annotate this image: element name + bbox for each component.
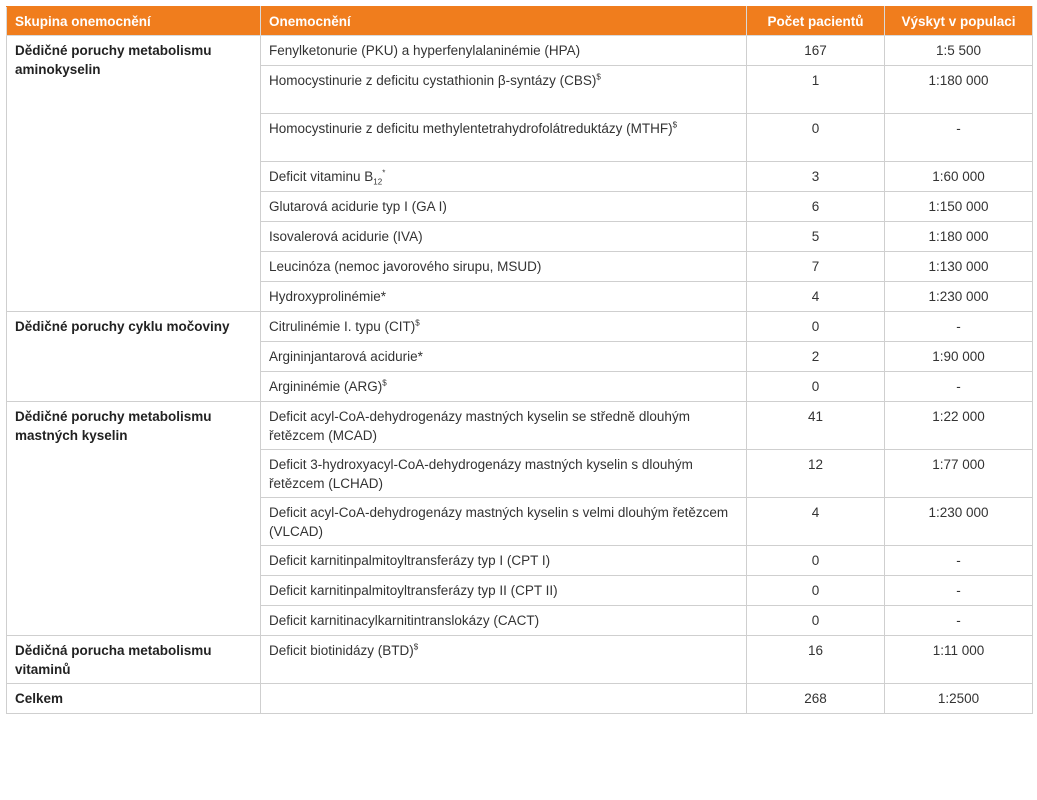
disease-cell (261, 66, 747, 114)
header-count: Počet pacientů (747, 7, 885, 36)
incidence-cell: - (885, 114, 1033, 162)
total-empty-cell (261, 684, 747, 714)
disease-cell (261, 372, 747, 402)
incidence-cell: 1:150 000 (885, 192, 1033, 222)
incidence-cell: 1:230 000 (885, 282, 1033, 312)
disease-cell (261, 312, 747, 342)
disease-cell (261, 36, 747, 66)
disease-cell (261, 282, 747, 312)
disease-table (6, 6, 1033, 714)
count-cell: 4 (747, 498, 885, 546)
disease-name: Hydroxyprolinémie* (269, 289, 387, 304)
count-cell: 0 (747, 372, 885, 402)
disease-cell (261, 576, 747, 606)
count-cell: 4 (747, 282, 885, 312)
count-cell: 0 (747, 312, 885, 342)
disease-cell (261, 192, 747, 222)
incidence-cell: - (885, 606, 1033, 636)
header-group: Skupina onemocnění (7, 7, 261, 36)
disease-footnote-mark: * (382, 168, 386, 178)
count-cell: 3 (747, 162, 885, 192)
count-cell: 5 (747, 222, 885, 252)
disease-name: Deficit biotinidázy (BTD) (269, 643, 414, 658)
disease-cell (261, 606, 747, 636)
disease-name: Argininjantarová acidurie* (269, 349, 423, 364)
count-cell: 6 (747, 192, 885, 222)
count-cell: 16 (747, 636, 885, 684)
incidence-cell: 1:180 000 (885, 66, 1033, 114)
count-cell: 2 (747, 342, 885, 372)
disease-name: Deficit vitaminu B (269, 169, 374, 184)
table-body (7, 36, 1033, 714)
disease-cell (261, 252, 747, 282)
disease-name: Leucinóza (nemoc javorového sirupu, MSUD) (269, 259, 542, 274)
group-cell: Dědičné poruchy metabolismu aminokyselin (7, 36, 261, 312)
disease-footnote-mark: $ (596, 72, 601, 82)
incidence-cell: - (885, 312, 1033, 342)
disease-name: Homocystinurie z deficitu methylentetrahydrofolátreduktázy (MTHF) (269, 121, 673, 136)
disease-cell (261, 162, 747, 192)
disease-cell (261, 450, 747, 498)
count-cell: 167 (747, 36, 885, 66)
incidence-cell: 1:22 000 (885, 402, 1033, 450)
disease-name: Fenylketonurie (PKU) a hyperfenylalaninémie (HPA) (269, 43, 581, 58)
disease-name: Deficit acyl-CoA-dehydrogenázy mastných kyselin se středně dlouhým řetězcem (MCAD) (269, 409, 690, 443)
disease-name: Deficit karnitinacylkarnitintranslokázy (CACT) (269, 613, 540, 628)
incidence-cell: - (885, 546, 1033, 576)
header-incidence: Výskyt v populaci (885, 7, 1033, 36)
count-cell: 0 (747, 576, 885, 606)
total-row (7, 684, 1033, 714)
incidence-cell: - (885, 372, 1033, 402)
disease-footnote-mark: $ (415, 318, 420, 328)
incidence-cell: 1:180 000 (885, 222, 1033, 252)
disease-name: Citrulinémie I. typu (CIT) (269, 319, 416, 334)
disease-footnote-mark: $ (382, 378, 387, 388)
incidence-cell: 1:90 000 (885, 342, 1033, 372)
disease-cell (261, 546, 747, 576)
disease-name: Homocystinurie z deficitu cystathionin β-syntázy (CBS) (269, 73, 597, 88)
disease-name: Argininémie (ARG) (269, 379, 383, 394)
total-label: Celkem (7, 684, 261, 714)
group-cell: Dědičné poruchy metabolismu mastných kyselin (7, 402, 261, 636)
disease-cell (261, 342, 747, 372)
count-cell: 41 (747, 402, 885, 450)
table-row (7, 402, 1033, 450)
header-disease: Onemocnění (261, 7, 747, 36)
disease-name: Deficit karnitinpalmitoyltransferázy typ II (CPT II) (269, 583, 558, 598)
count-cell: 0 (747, 114, 885, 162)
incidence-cell: - (885, 576, 1033, 606)
group-cell: Dědičná porucha metabolismu vitaminů (7, 636, 261, 684)
group-cell: Dědičné poruchy cyklu močoviny (7, 312, 261, 402)
disease-cell (261, 114, 747, 162)
disease-name: Isovalerová acidurie (IVA) (269, 229, 423, 244)
incidence-cell: 1:5 500 (885, 36, 1033, 66)
incidence-cell: 1:230 000 (885, 498, 1033, 546)
incidence-cell: 1:130 000 (885, 252, 1033, 282)
disease-cell (261, 222, 747, 252)
total-incidence: 1:2500 (885, 684, 1033, 714)
incidence-cell: 1:77 000 (885, 450, 1033, 498)
disease-footnote-mark: $ (413, 642, 419, 652)
disease-cell (261, 636, 747, 684)
count-cell: 12 (747, 450, 885, 498)
count-cell: 0 (747, 546, 885, 576)
disease-subscript: 12 (373, 177, 383, 187)
count-cell: 1 (747, 66, 885, 114)
header-row (7, 7, 1033, 36)
table-row (7, 36, 1033, 66)
disease-name: Glutarová acidurie typ I (GA I) (269, 199, 447, 214)
disease-cell (261, 498, 747, 546)
count-cell: 0 (747, 606, 885, 636)
disease-name: Deficit karnitinpalmitoyltransferázy typ I (CPT I) (269, 553, 551, 568)
incidence-cell: 1:11 000 (885, 636, 1033, 684)
disease-cell (261, 402, 747, 450)
table-row (7, 312, 1033, 342)
incidence-cell: 1:60 000 (885, 162, 1033, 192)
count-cell: 7 (747, 252, 885, 282)
disease-name: Deficit acyl-CoA-dehydrogenázy mastných kyselin s velmi dlouhým řetězcem (VLCAD) (269, 505, 729, 539)
disease-name: Deficit 3-hydroxyacyl-CoA-dehydrogenázy mastných kyselin s dlouhým řetězcem (LCHAD) (269, 457, 693, 491)
table-row (7, 636, 1033, 684)
total-count: 268 (747, 684, 885, 714)
disease-footnote-mark: $ (672, 120, 678, 130)
